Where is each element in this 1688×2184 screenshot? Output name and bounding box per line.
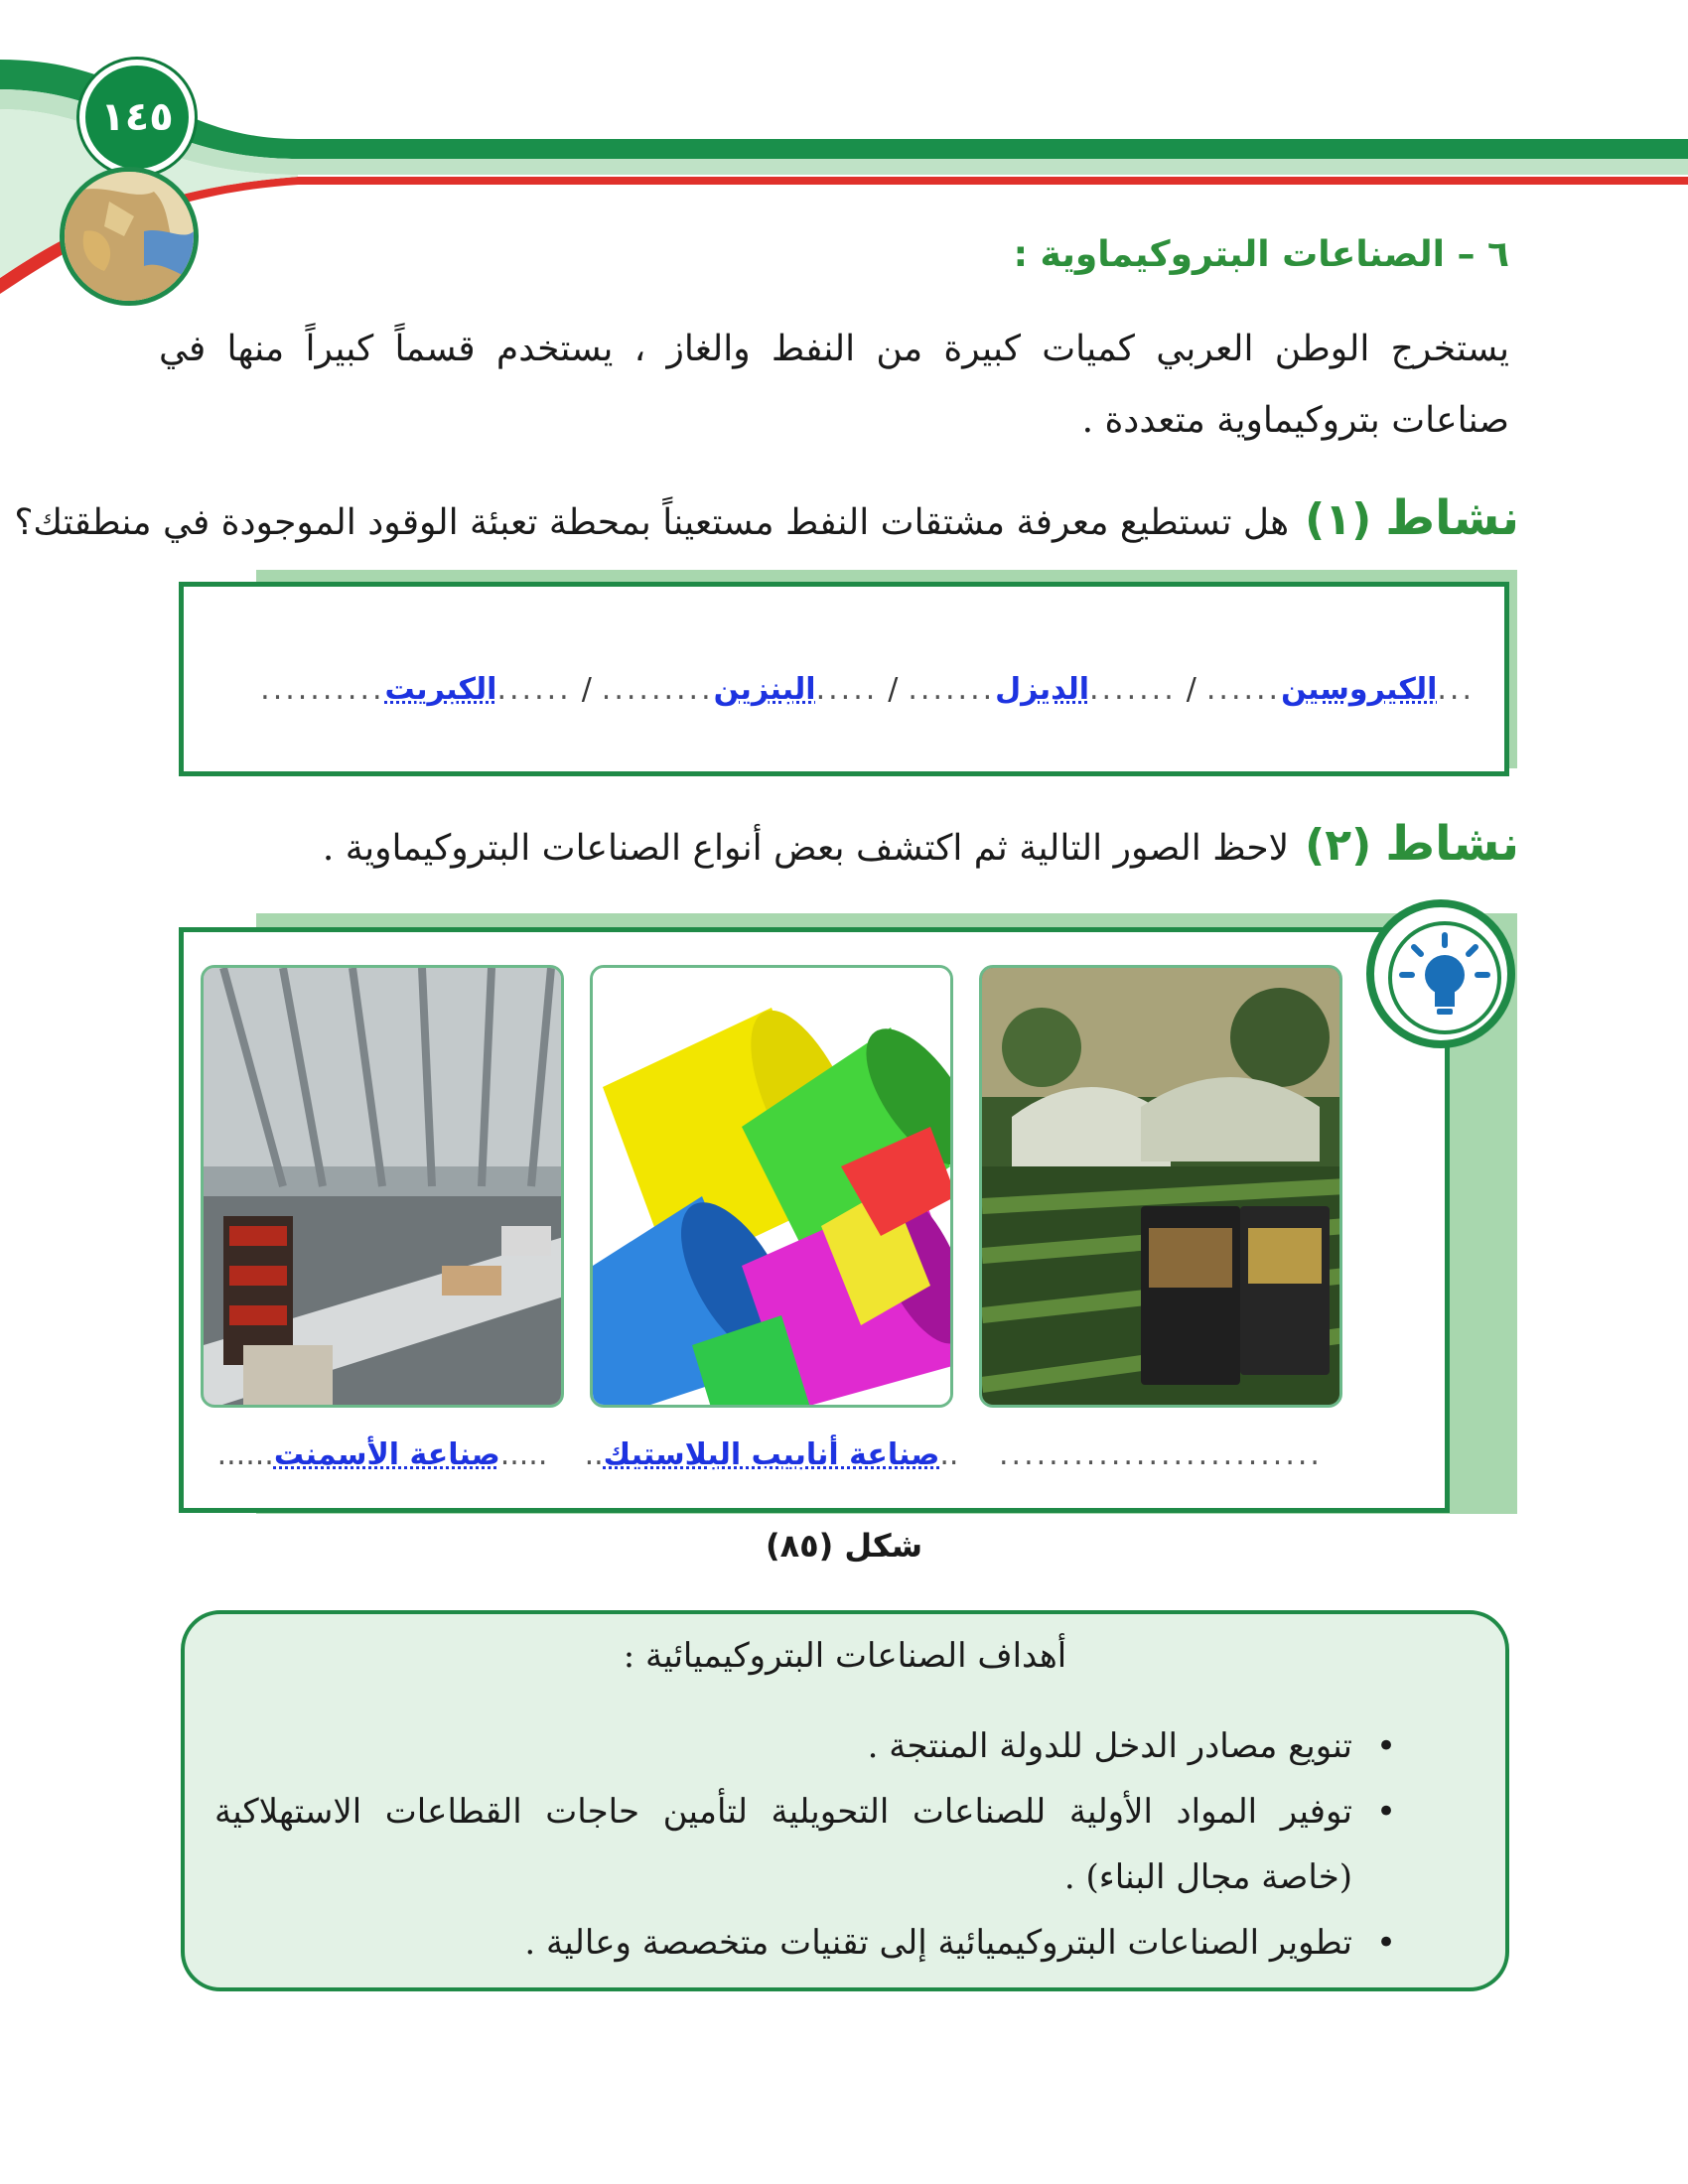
figure-label: شكل (٨٥) [765, 1527, 923, 1565]
goals-title: أهداف الصناعات البتروكيميائية : [623, 1636, 1067, 1676]
page-number-badge [79, 60, 195, 175]
answer-sulfur: الكبريت [384, 672, 497, 707]
activity-2-label: نشاط [1385, 816, 1519, 872]
caption-photo-3: .....صناعة الأسمنت...... [216, 1437, 548, 1472]
section-title: ٦ – الصناعات البتروكيماوية : [1013, 234, 1509, 275]
activity-1-answers: ... الكيروسين ...... / ....... الديزل ....... / ..... البنزين ......... / ...... الكبريت .......... [260, 672, 1475, 707]
answer-diesel: الديزل [995, 672, 1089, 707]
photo-cement-factory [201, 965, 564, 1408]
caption-plastic-pipes: صناعة أنابيب البلاستيك [603, 1437, 940, 1472]
goals-box [181, 1610, 1509, 1991]
goal-item: • تطوير الصناعات البتروكيميائية إلى تقنيات متخصصة وعالية . [214, 1910, 1396, 1976]
caption-photo-1: .......................... [999, 1437, 1323, 1472]
goals-list [214, 1713, 1396, 1976]
activity-1-label: نشاط [1385, 490, 1519, 546]
photo-plastic-pipes [590, 965, 953, 1408]
answer-gasoline: البنزين [713, 672, 816, 707]
lightbulb-icon [1388, 921, 1501, 1034]
activity-2-heading [323, 816, 1519, 872]
activity-1-answer-box [179, 582, 1509, 776]
goal-item: • توفير المواد الأولية للصناعات التحويلية لتأمين حاجات القطاعات الاستهلاكية (خاصة مجال البناء) . [214, 1779, 1396, 1910]
lightbulb-badge [1366, 899, 1515, 1048]
activity-1-number: (١) [1305, 494, 1372, 545]
section-paragraph: يستخرج الوطن العربي كميات كبيرة من النفط والغاز ، يستخدم قسماً كبيراً منها في صناعات بتروكيماوية متعددة . [159, 329, 1509, 441]
photo-fertilizer-greenhouse [979, 965, 1342, 1408]
activity-1-heading [14, 490, 1519, 546]
map-thumbnail [60, 167, 199, 306]
activity-2-instruction: لاحظ الصور التالية ثم اكتشف بعض أنواع الصناعات البتروكيماوية . [322, 828, 1290, 869]
caption-cement: صناعة الأسمنت [273, 1437, 500, 1472]
caption-photo-2: ..صناعة أنابيب البلاستيك.. [584, 1437, 959, 1472]
activity-2-number: (٢) [1305, 820, 1372, 871]
page-number: ١٤٥ [100, 94, 174, 140]
answer-kerosene: الكيروسين [1281, 672, 1438, 707]
activity-1-question: هل تستطيع معرفة مشتقات النفط مستعيناً بمحطة تعبئة الوقود الموجودة في منطقتك؟ [14, 502, 1290, 543]
goal-item: • تنويع مصادر الدخل للدولة المنتجة . [214, 1713, 1396, 1779]
